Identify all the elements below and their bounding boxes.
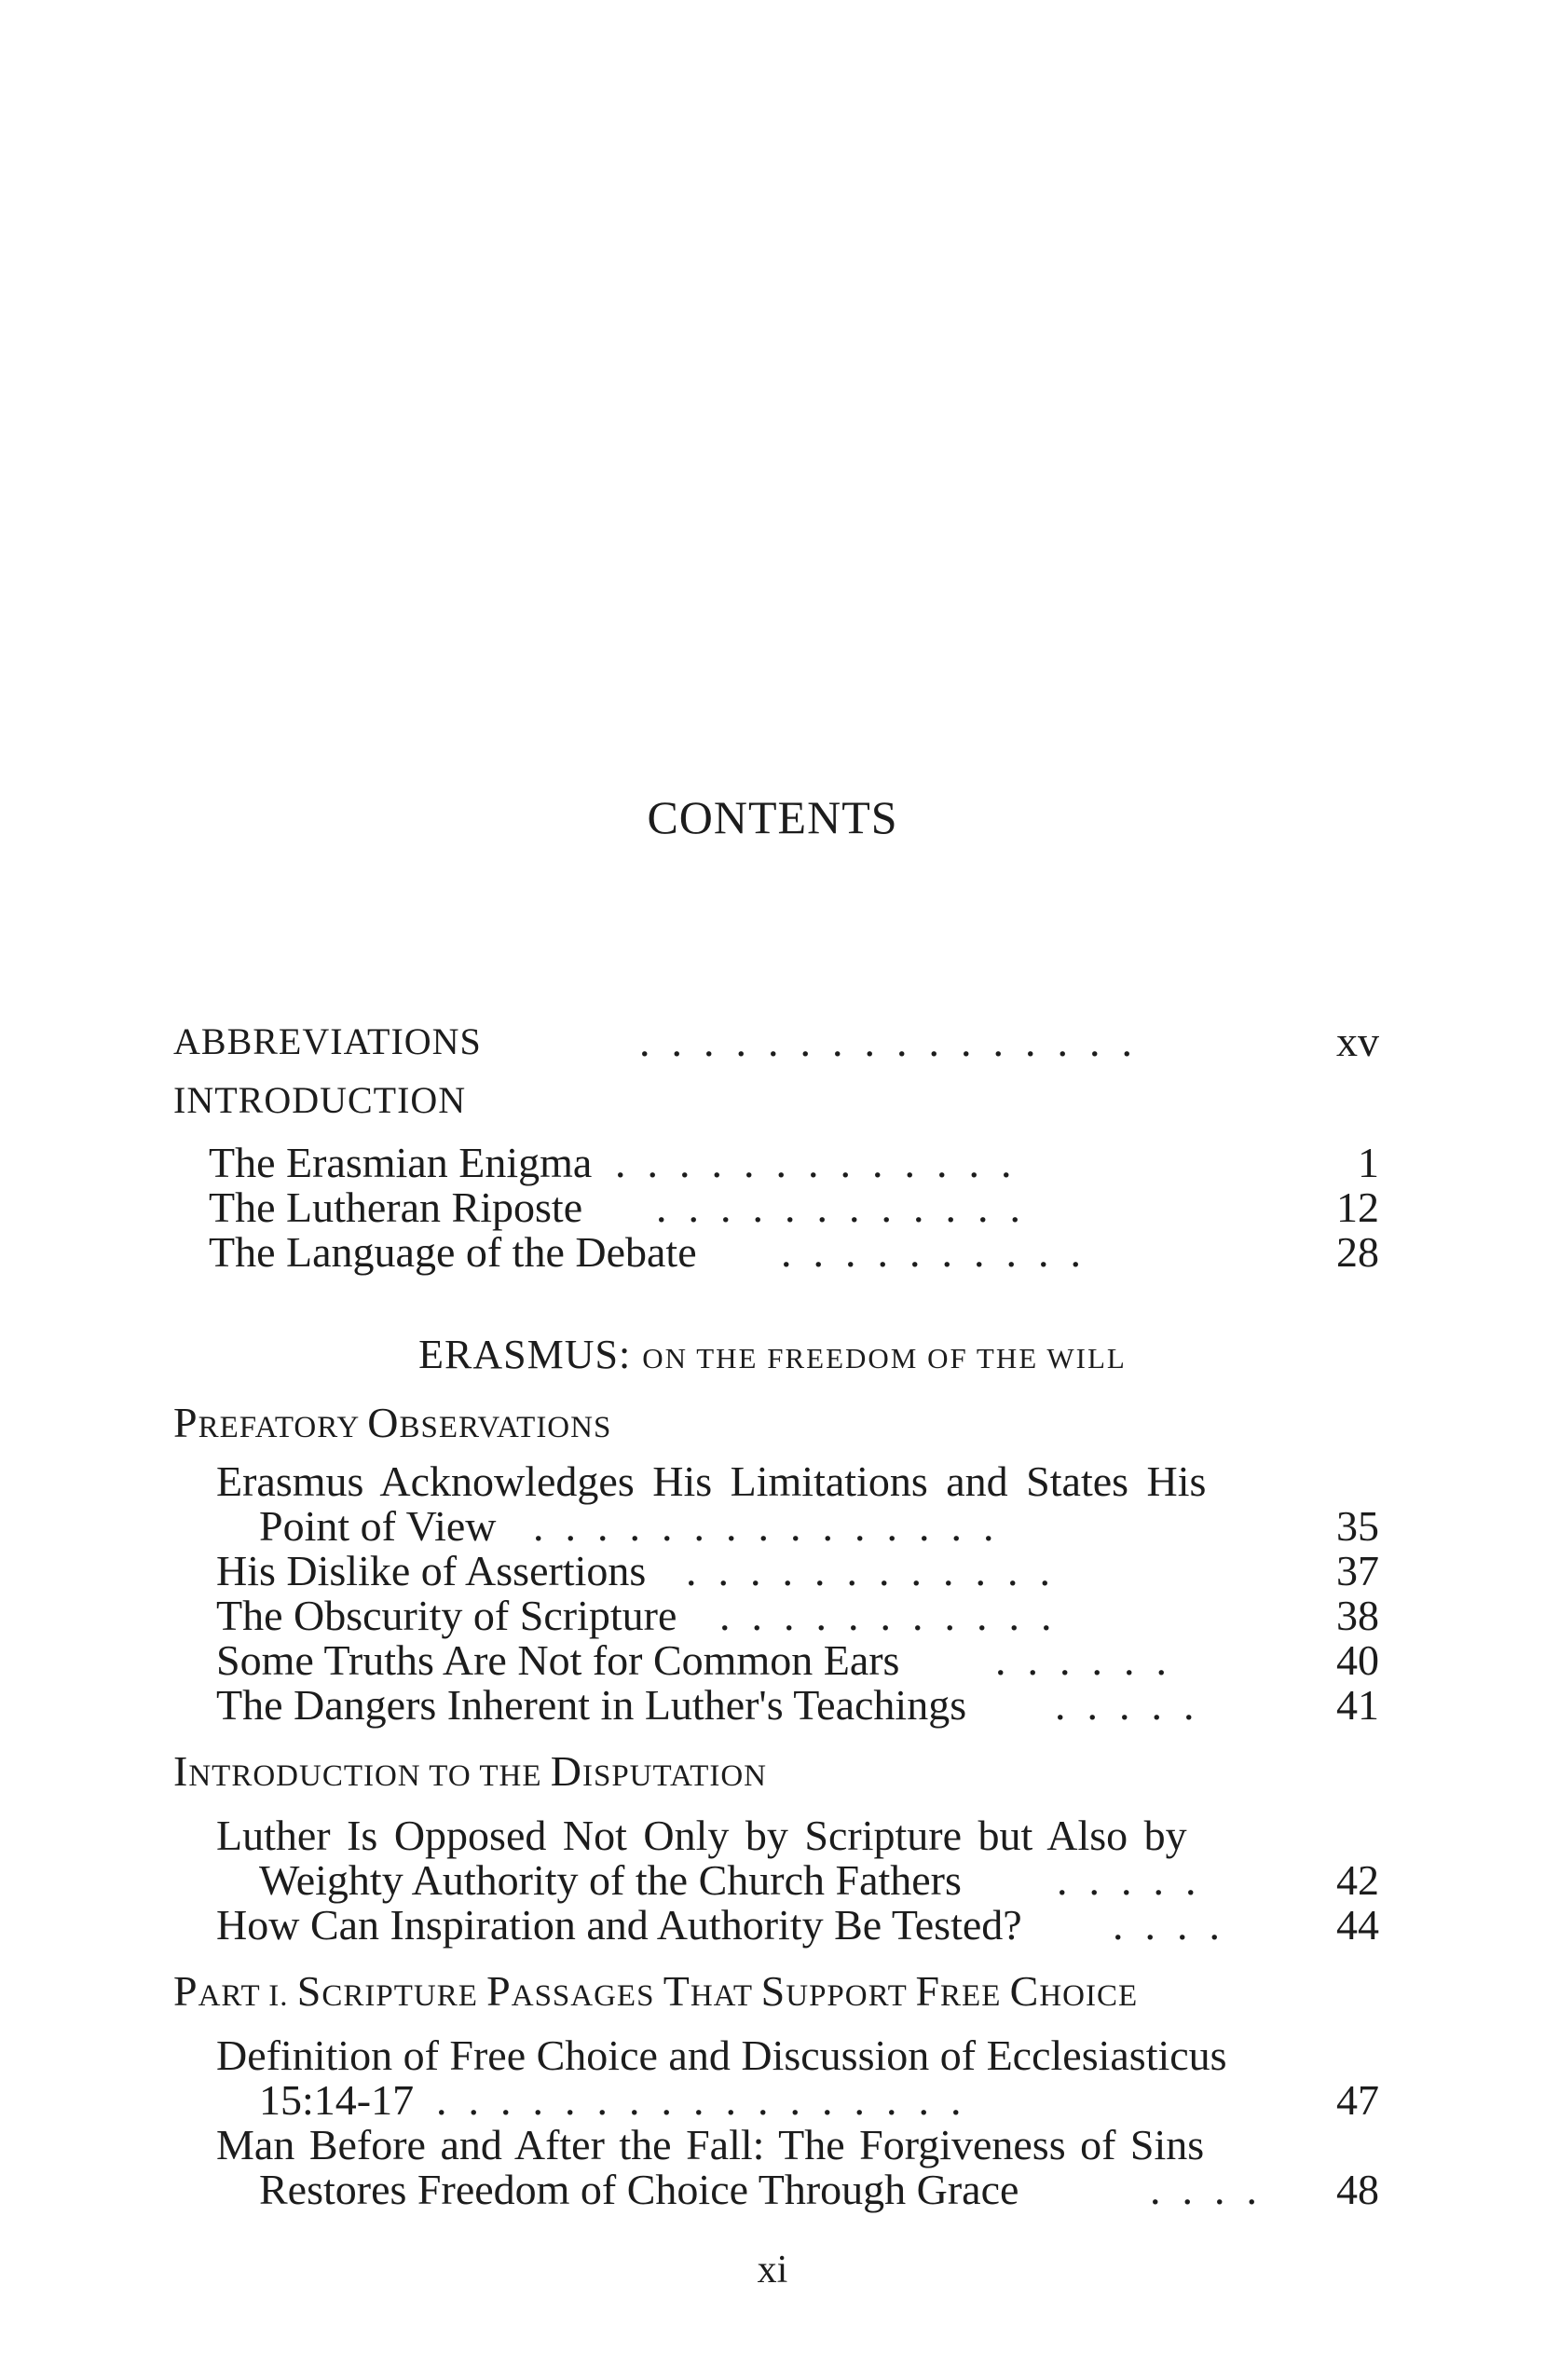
toc-entry-line1[interactable]	[216, 1812, 1379, 1860]
toc-entry[interactable]	[216, 1592, 1379, 1640]
toc-entry-page: xv	[1336, 1018, 1379, 1065]
toc-entry-label: How Can Inspiration and Authority Be Tested?	[216, 1901, 1022, 1949]
toc-entry[interactable]	[216, 1636, 1379, 1685]
toc-entry-label: ABBREVIATIONS	[173, 1020, 482, 1062]
toc-entry-label: The Erasmian Enigma	[209, 1139, 593, 1186]
leader-dots: . . . . . . . . . . . .	[656, 1183, 1020, 1231]
banner-author: ERASMUS:	[418, 1332, 632, 1377]
toc-entry[interactable]	[259, 2166, 1379, 2214]
toc-entry-line1[interactable]	[216, 2031, 1379, 2080]
toc-entry-page: 1	[1358, 1139, 1379, 1186]
section-heading-disputation: INTRODUCTION TO THE DISPUTATION	[173, 1747, 768, 1795]
toc-entry-label: Weighty Authority of the Church Fathers	[259, 1856, 962, 1904]
toc-entry-label: Point of View	[259, 1502, 497, 1550]
banner-work-title: ON THE FREEDOM OF THE WILL	[642, 1342, 1127, 1375]
toc-entry-label: 15:14-17	[259, 2076, 415, 2124]
toc-entry[interactable]	[209, 1183, 1379, 1232]
toc-entry[interactable]	[216, 1901, 1379, 1949]
toc-entry[interactable]	[259, 1502, 1379, 1551]
toc-entry[interactable]	[216, 1681, 1379, 1730]
leader-dots: . . . . . . . . . . .	[719, 1592, 1052, 1639]
leader-dots: . . . . . . . . . . . . .	[615, 1139, 1012, 1186]
toc-entry-label: His Dislike of Assertions	[216, 1547, 647, 1594]
page-title: CONTENTS	[647, 791, 898, 843]
toc-entry[interactable]	[209, 1139, 1379, 1187]
toc-entry-label: Some Truths Are Not for Common Ears	[216, 1636, 900, 1684]
leader-dots: . . . . . . . . . . . .	[686, 1547, 1050, 1594]
toc-entry-label: The Language of the Debate	[209, 1228, 697, 1276]
toc-entry[interactable]	[209, 1228, 1379, 1277]
leader-dots: . . . .	[1150, 2166, 1257, 2213]
toc-entry-label: Restores Freedom of Choice Through Grace	[259, 2166, 1019, 2213]
leader-dots: . . . . . . . . . .	[781, 1228, 1081, 1276]
toc-entry-label: Definition of Free Choice and Discussion of Ecclesiasticus	[216, 2031, 1227, 2079]
toc-entry-line1[interactable]	[216, 2121, 1379, 2169]
toc-entry-label: The Lutheran Riposte	[209, 1183, 583, 1231]
toc-entry-label: Man Before and After the Fall: The Forgiveness of Sins	[216, 2121, 1205, 2168]
toc-entry[interactable]	[259, 2076, 1379, 2125]
toc-entry-page: 37	[1336, 1547, 1379, 1594]
toc-entry-page: 44	[1336, 1901, 1379, 1949]
toc-entry-page: 28	[1336, 1228, 1379, 1276]
toc-entry-page: 12	[1336, 1183, 1379, 1231]
toc-entry[interactable]	[259, 1856, 1379, 1905]
leader-dots: . . . . .	[1055, 1681, 1195, 1729]
leader-dots: . . . . . . . . . . . . . . .	[533, 1502, 994, 1550]
toc-entry-page: 47	[1336, 2076, 1379, 2124]
toc-entry-label: Luther Is Opposed Not Only by Scripture but Also by	[216, 1812, 1187, 1859]
toc-entry-line1[interactable]	[216, 1457, 1379, 1506]
leader-dots: . . . . .	[1057, 1856, 1196, 1904]
toc-entry-label: Erasmus Acknowledges His Limitations and States His	[216, 1457, 1207, 1505]
toc-entry-page: 41	[1336, 1681, 1379, 1729]
leader-dots: . . . . . .	[995, 1636, 1167, 1684]
part-banner	[0, 1331, 1545, 1378]
toc-entry-page: 38	[1336, 1592, 1379, 1639]
section-heading-part1: PART I. SCRIPTURE PASSAGES THAT SUPPORT FREE CHOICE	[173, 1967, 1139, 2015]
section-heading-prefatory: PREFATORY OBSERVATIONS	[173, 1399, 612, 1446]
leader-dots: . . . . . . . . . . . . . . . . .	[436, 2076, 962, 2124]
page-number: xi	[757, 2249, 788, 2291]
toc-entry-page: 48	[1336, 2166, 1379, 2213]
toc-entry-label: The Obscurity of Scripture	[216, 1592, 677, 1639]
toc-entry-page: 35	[1336, 1502, 1379, 1550]
leader-dots: . . . .	[1113, 1901, 1220, 1949]
toc-entry-label: The Dangers Inherent in Luther's Teachings	[216, 1681, 967, 1729]
section-heading-introduction: INTRODUCTION	[173, 1079, 467, 1121]
toc-entry-abbreviations[interactable]	[173, 1018, 1379, 1066]
toc-entry-page: 40	[1336, 1636, 1379, 1684]
toc-entry[interactable]	[216, 1547, 1379, 1595]
toc-entry-page: 42	[1336, 1856, 1379, 1904]
leader-dots: . . . . . . . . . . . . . . . .	[639, 1018, 1132, 1065]
